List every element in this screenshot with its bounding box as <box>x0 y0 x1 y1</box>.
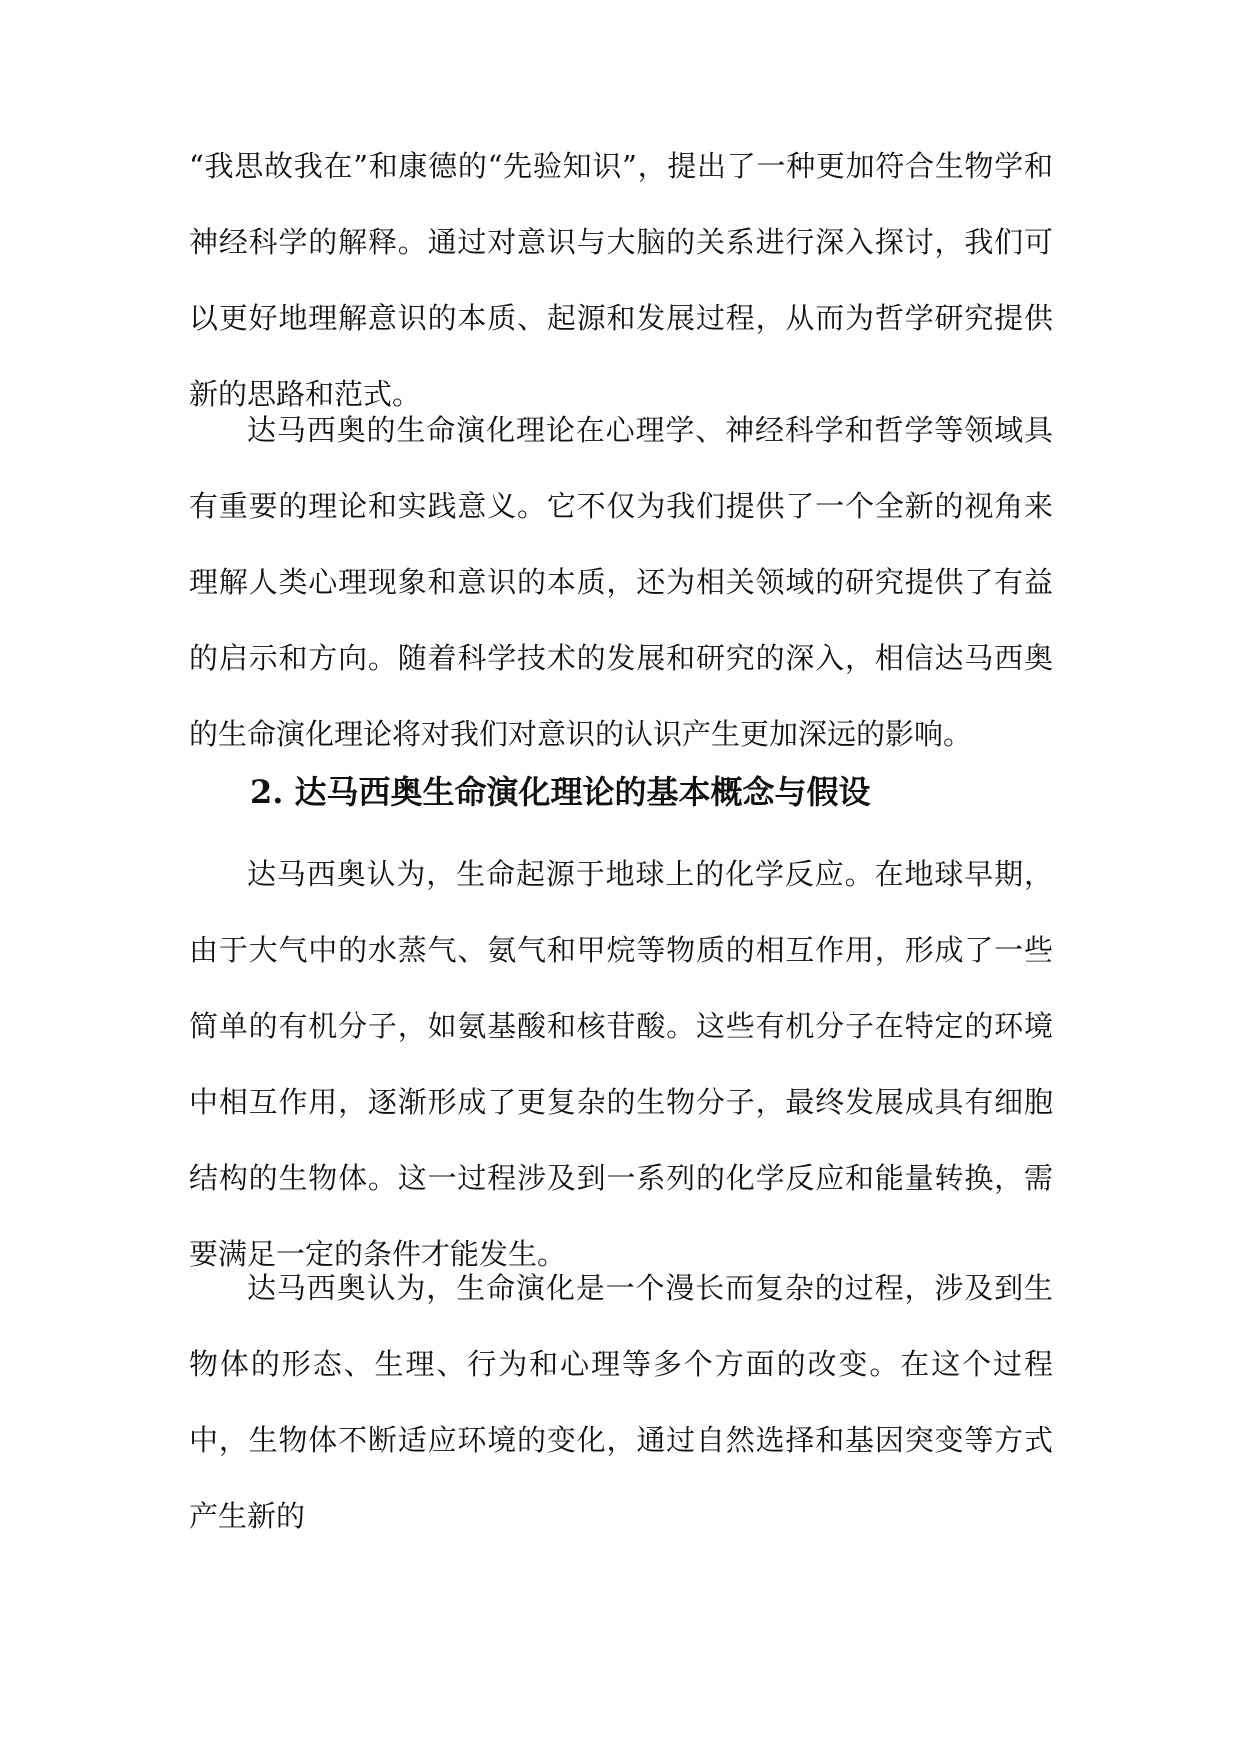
paragraph-continuation: “我思故我在”和康德的“先验知识”，提出了一种更加符合生物学和神经科学的解释。通过对意识与大脑的关系进行深入探讨，我们可以更好地理解意识的本质、起源和发展过程，从而为哲学研究提供新的思路和范式。 <box>189 149 1053 411</box>
paragraph-origin-of-life: 达马西奥认为，生命起源于地球上的化学反应。在地球早期，由于大气中的水蒸气、氨气和甲烷等物质的相互作用，形成了一些简单的有机分子，如氨基酸和核苷酸。这些有机分子在特定的环境中相互作用，逐渐形成了更复杂的生物分子，最终发展成具有细胞结构的生物体。这一过程涉及到一系列的化学反应和能量转换，需要满足一定的条件才能发生。 <box>189 857 1053 1271</box>
paragraph-significance: 达马西奥的生命演化理论在心理学、神经科学和哲学等领域具有重要的理论和实践意义。它不仅为我们提供了一个全新的视角来理解人类心理现象和意识的本质，还为相关领域的研究提供了有益的启示和方向。随着科学技术的发展和研究的深入，相信达马西奥的生命演化理论将对我们对意识的认识产生更加深远的影响。 <box>189 413 1053 751</box>
paragraph-evolution-process: 达马西奥认为，生命演化是一个漫长而复杂的过程，涉及到生物体的形态、生理、行为和心理等多个方面的改变。在这个过程中，生物体不断适应环境的变化，通过自然选择和基因突变等方式产生新的 <box>189 1271 1053 1533</box>
section-heading: 2. 达马西奥生命演化理论的基本概念与假设 <box>250 773 871 811</box>
